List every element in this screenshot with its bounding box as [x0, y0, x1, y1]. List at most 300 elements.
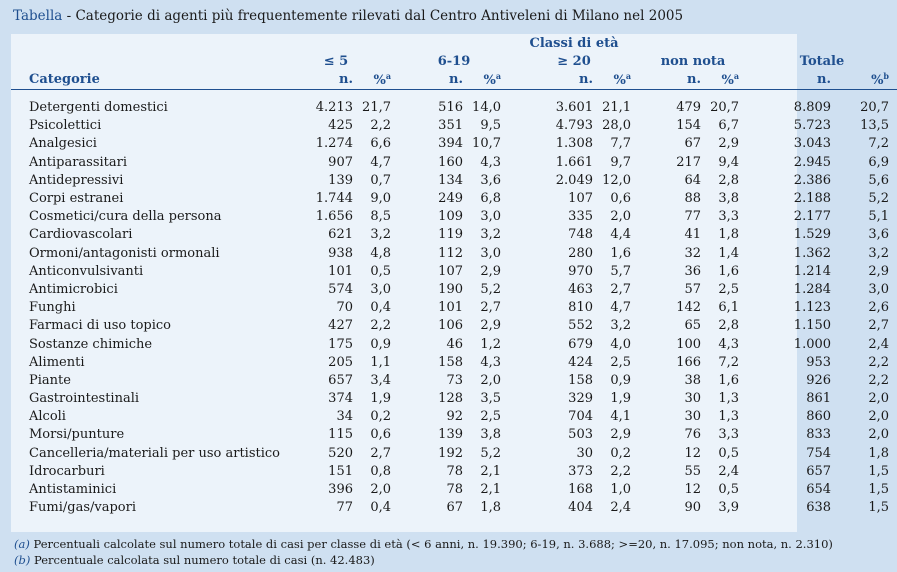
cell-count: 638: [806, 500, 832, 516]
cell-percent: 3,0: [868, 281, 890, 297]
table-row: [11, 354, 897, 372]
cell-percent: 5,1: [868, 209, 890, 225]
row-category: Piante: [29, 372, 71, 388]
col-n: n.: [747, 70, 831, 90]
table-row: [11, 335, 897, 353]
cell-count: 1.661: [555, 154, 593, 170]
cell-count: 32: [684, 245, 702, 261]
cell-percent: 2,2: [370, 118, 391, 134]
cell-count: 404: [568, 500, 593, 516]
cell-percent: 1,8: [480, 500, 501, 516]
cell-count: 704: [568, 409, 593, 425]
cell-percent: 3,8: [718, 191, 740, 207]
cell-percent: 2,5: [718, 281, 740, 297]
cell-percent: 2,1: [480, 463, 501, 479]
cell-percent: 0,2: [370, 409, 391, 425]
cell-count: 394: [438, 136, 463, 152]
cell-count: 249: [438, 191, 463, 207]
table-row: [11, 408, 897, 426]
cell-percent: 3,2: [370, 227, 391, 243]
cell-percent: 5,7: [610, 263, 632, 279]
cell-count: 192: [438, 445, 463, 461]
cell-percent: 1,5: [868, 463, 890, 479]
table-caption: [13, 8, 683, 24]
cell-percent: 1,4: [718, 245, 740, 261]
group-header: Totale: [799, 54, 845, 69]
cell-count: 90: [684, 500, 702, 516]
col-pct: %$^a$: [593, 70, 639, 90]
cell-percent: 21,7: [362, 100, 391, 116]
cell-count: 2.188: [793, 191, 832, 207]
cell-count: 106: [438, 318, 463, 334]
cell-count: 938: [328, 245, 353, 261]
cell-percent: 2,4: [868, 336, 890, 352]
cell-percent: 10,7: [472, 136, 501, 152]
cell-percent: 13,5: [860, 118, 890, 134]
cell-count: 217: [676, 154, 702, 170]
row-category: Sostanze chimiche: [29, 336, 153, 352]
footnote: [14, 552, 833, 568]
footnotes: [14, 536, 833, 568]
cell-percent: 2,8: [718, 318, 740, 334]
cell-percent: 3,0: [480, 209, 501, 225]
col-categorie: Categorie: [11, 70, 273, 90]
cell-count: 190: [438, 281, 463, 297]
cell-count: 516: [438, 100, 463, 116]
row-category: Farmaci di uso topico: [29, 318, 172, 334]
table-row: [11, 463, 897, 481]
cell-count: 70: [336, 300, 353, 316]
cell-percent: 0,5: [718, 445, 740, 461]
table-row: [11, 263, 897, 281]
cell-percent: 6,7: [718, 118, 740, 134]
cell-count: 88: [684, 191, 702, 207]
row-category: Idrocarburi: [29, 463, 105, 479]
cell-count: 107: [568, 191, 593, 207]
cell-percent: 4,3: [480, 354, 501, 370]
cell-count: 65: [684, 318, 702, 334]
cell-count: 427: [328, 318, 353, 334]
row-category: Cosmetici/cura della persona: [29, 209, 222, 225]
row-category: Detergenti domestici: [29, 100, 168, 116]
col-n: n.: [399, 70, 463, 90]
cell-percent: 4,0: [610, 336, 632, 352]
cell-percent: 1,3: [718, 391, 740, 407]
cell-count: 46: [446, 336, 463, 352]
cell-count: 970: [568, 263, 593, 279]
cell-count: 168: [568, 482, 593, 498]
cell-count: 112: [438, 245, 463, 261]
cell-count: 73: [446, 372, 463, 388]
cell-percent: 6,1: [718, 300, 740, 316]
cell-count: 154: [676, 118, 702, 134]
row-category: Corpi estranei: [29, 191, 124, 207]
cell-count: 679: [568, 336, 593, 352]
cell-percent: 2,0: [370, 482, 391, 498]
table-row: [11, 208, 897, 226]
cell-count: 8.809: [793, 100, 832, 116]
cell-percent: 2,0: [480, 372, 501, 388]
cell-percent: 5,2: [868, 191, 890, 207]
cell-count: 101: [328, 263, 353, 279]
cell-percent: 0,6: [610, 191, 632, 207]
cell-count: 2.386: [793, 172, 832, 188]
cell-percent: 3,2: [610, 318, 632, 334]
cell-count: 119: [438, 227, 463, 243]
cell-percent: 8,5: [370, 209, 391, 225]
cell-count: 78: [446, 463, 463, 479]
cell-percent: 7,7: [610, 136, 632, 152]
table-row: [11, 372, 897, 390]
cell-percent: 21,1: [602, 100, 632, 116]
table-row: [11, 226, 897, 244]
cell-percent: 14,0: [472, 100, 501, 116]
cell-count: 78: [446, 482, 463, 498]
cell-percent: 2,9: [480, 318, 501, 334]
cell-percent: 4,8: [370, 245, 391, 261]
cell-percent: 1,5: [868, 500, 890, 516]
cell-percent: 20,7: [710, 100, 740, 116]
cell-count: 373: [568, 463, 593, 479]
cell-percent: 4,3: [718, 336, 740, 352]
cell-percent: 9,5: [480, 118, 501, 134]
footnote-tag: (a): [14, 537, 30, 551]
cell-percent: 2,2: [868, 372, 890, 388]
cell-count: 36: [684, 263, 702, 279]
cell-percent: 2,7: [868, 318, 890, 334]
cell-count: 5.723: [793, 118, 832, 134]
cell-count: 2.049: [555, 172, 593, 188]
row-category: Cardiovascolari: [29, 227, 133, 243]
cell-count: 1.123: [793, 300, 832, 316]
cell-count: 657: [806, 463, 832, 479]
col-pct: %$^b$: [831, 70, 897, 90]
cell-count: 67: [684, 136, 702, 152]
cell-count: 3.043: [793, 136, 832, 152]
cell-count: 30: [684, 391, 702, 407]
cell-percent: 0,6: [370, 427, 391, 443]
footnote: [14, 536, 833, 552]
cell-count: 1.000: [793, 336, 832, 352]
col-n: n.: [509, 70, 593, 90]
cell-percent: 3,6: [480, 172, 501, 188]
cell-count: 12: [684, 482, 702, 498]
row-category: Antistaminici: [29, 482, 117, 498]
row-category: Psicolettici: [29, 118, 102, 134]
cell-percent: 3,4: [370, 372, 391, 388]
cell-percent: 1,6: [610, 245, 632, 261]
cell-percent: 3,3: [718, 209, 740, 225]
cell-count: 657: [328, 372, 353, 388]
table-row: [11, 172, 897, 190]
cell-percent: 2,4: [718, 463, 740, 479]
cell-count: 3.601: [555, 100, 593, 116]
cell-count: 160: [438, 154, 463, 170]
group-header: 6-19: [437, 54, 471, 69]
row-category: Morsi/punture: [29, 427, 125, 443]
caption-lead: Tabella: [13, 8, 63, 24]
cell-percent: 1,6: [718, 372, 740, 388]
cell-percent: 1,2: [480, 336, 501, 352]
table-panel: [11, 34, 890, 532]
cell-percent: 2,0: [868, 391, 890, 407]
group-header: non nota: [660, 54, 726, 69]
cell-percent: 4,7: [610, 300, 632, 316]
cell-count: 4.213: [315, 100, 353, 116]
cell-percent: 2,0: [610, 209, 632, 225]
cell-percent: 2,7: [610, 281, 632, 297]
cell-count: 166: [676, 354, 702, 370]
table-row: [11, 299, 897, 317]
row-category: Alcoli: [29, 409, 66, 425]
row-category: Fumi/gas/vapori: [29, 500, 136, 516]
cell-percent: 2,2: [868, 354, 890, 370]
cell-count: 158: [438, 354, 463, 370]
cell-count: 64: [684, 172, 702, 188]
cell-percent: 3,5: [480, 391, 501, 407]
cell-count: 335: [568, 209, 593, 225]
cell-count: 76: [684, 427, 702, 443]
row-category: Antiparassitari: [29, 154, 128, 170]
cell-percent: 2,2: [610, 463, 632, 479]
footnote-text: Percentuale calcolata sul numero totale di casi (n. 42.483): [30, 553, 375, 567]
cell-count: 77: [336, 500, 353, 516]
cell-count: 41: [684, 227, 702, 243]
cell-percent: 1,0: [610, 482, 632, 498]
group-header: ≤ 5: [323, 54, 349, 69]
cell-percent: 2,9: [718, 136, 740, 152]
table-row: [11, 245, 897, 263]
cell-count: 55: [684, 463, 702, 479]
footnote-text: Percentuali calcolate sul numero totale di casi per classe di età (< 6 anni, n. 19.390; 6-19, n. 3.688; >=20, n. 17.095; non nota, n. 2.310): [29, 537, 833, 551]
cell-percent: 9,4: [718, 154, 740, 170]
cell-percent: 3,0: [370, 281, 391, 297]
cell-count: 128: [438, 391, 463, 407]
table-row: [11, 426, 897, 444]
row-category: Cancelleria/materiali per uso artistico: [29, 445, 280, 461]
cell-count: 4.793: [555, 118, 593, 134]
cell-percent: 1,1: [370, 354, 391, 370]
cell-percent: 1,9: [370, 391, 391, 407]
table-row: [11, 390, 897, 408]
cell-count: 926: [806, 372, 832, 388]
cell-percent: 3,8: [480, 427, 501, 443]
cell-count: 2.945: [793, 154, 832, 170]
cell-count: 139: [438, 427, 463, 443]
cell-count: 861: [806, 391, 832, 407]
cell-count: 30: [576, 445, 593, 461]
cell-count: 574: [328, 281, 353, 297]
cell-percent: 4,1: [610, 409, 632, 425]
row-category: Alimenti: [29, 354, 85, 370]
cell-count: 175: [328, 336, 353, 352]
cell-count: 1.744: [315, 191, 353, 207]
cell-percent: 4,7: [370, 154, 391, 170]
cell-count: 115: [328, 427, 353, 443]
cell-count: 57: [684, 281, 702, 297]
table-row: [11, 499, 897, 517]
row-category: Gastrointestinali: [29, 391, 140, 407]
cell-count: 1.150: [793, 318, 832, 334]
cell-percent: 2,7: [480, 300, 501, 316]
cell-count: 754: [806, 445, 832, 461]
header-super: Classi di età: [529, 36, 619, 51]
cell-percent: 3,0: [480, 245, 501, 261]
cell-percent: 1,8: [718, 227, 740, 243]
cell-percent: 6,8: [480, 191, 501, 207]
cell-count: 833: [806, 427, 832, 443]
cell-percent: 0,9: [370, 336, 391, 352]
row-category: Funghi: [29, 300, 76, 316]
cell-percent: 3,2: [868, 245, 890, 261]
cell-percent: 2,1: [480, 482, 501, 498]
cell-percent: 2,9: [610, 427, 632, 443]
row-category: Antidepressivi: [29, 172, 124, 188]
cell-percent: 2,5: [480, 409, 501, 425]
cell-percent: 4,3: [480, 154, 501, 170]
table-row: [11, 317, 897, 335]
cell-percent: 7,2: [718, 354, 740, 370]
row-category: Analgesici: [29, 136, 97, 152]
table-row: [11, 117, 897, 135]
data-table: [11, 34, 897, 517]
cell-count: 1.308: [555, 136, 593, 152]
footnote-tag: (b): [14, 553, 31, 567]
cell-percent: 9,7: [610, 154, 632, 170]
cell-count: 503: [568, 427, 593, 443]
cell-count: 100: [676, 336, 702, 352]
col-pct: %$^a$: [463, 70, 509, 90]
cell-count: 860: [806, 409, 832, 425]
cell-count: 654: [806, 482, 832, 498]
cell-percent: 12,0: [602, 172, 632, 188]
cell-percent: 0,9: [610, 372, 632, 388]
cell-percent: 3,9: [718, 500, 740, 516]
caption-text: - Categorie di agenti più frequentemente rilevati dal Centro Antiveleni di Milano nel 2005: [62, 8, 684, 24]
cell-percent: 0,8: [370, 463, 391, 479]
cell-count: 30: [684, 409, 702, 425]
cell-count: 396: [328, 482, 353, 498]
table-row: [11, 445, 897, 463]
cell-count: 748: [568, 227, 593, 243]
cell-count: 479: [676, 100, 702, 116]
cell-count: 38: [684, 372, 702, 388]
cell-percent: 0,4: [370, 500, 391, 516]
cell-percent: 6,9: [868, 154, 890, 170]
cell-percent: 2,8: [718, 172, 740, 188]
cell-count: 621: [328, 227, 353, 243]
cell-count: 12: [684, 445, 702, 461]
cell-percent: 2,4: [610, 500, 632, 516]
table-row: [11, 135, 897, 153]
row-category: Antimicrobici: [29, 281, 118, 297]
cell-percent: 1,8: [868, 445, 890, 461]
row-category: Anticonvulsivanti: [29, 263, 144, 279]
cell-count: 1.284: [793, 281, 832, 297]
table-row: [11, 154, 897, 172]
cell-count: 953: [806, 354, 832, 370]
cell-percent: 2,2: [370, 318, 391, 334]
col-pct: %$^a$: [701, 70, 747, 90]
cell-count: 1.214: [793, 263, 832, 279]
cell-percent: 5,2: [480, 445, 501, 461]
cell-count: 142: [676, 300, 702, 316]
col-n: n.: [273, 70, 353, 90]
cell-count: 374: [328, 391, 353, 407]
cell-percent: 4,4: [610, 227, 632, 243]
cell-percent: 1,9: [610, 391, 632, 407]
cell-percent: 6,6: [370, 136, 391, 152]
cell-percent: 0,7: [370, 172, 391, 188]
cell-count: 205: [328, 354, 353, 370]
col-pct: %$^a$: [353, 70, 399, 90]
cell-count: 520: [328, 445, 353, 461]
cell-percent: 2,0: [868, 427, 890, 443]
cell-count: 329: [568, 391, 593, 407]
cell-percent: 0,5: [370, 263, 391, 279]
cell-count: 280: [568, 245, 593, 261]
cell-percent: 28,0: [602, 118, 632, 134]
cell-percent: 2,7: [370, 445, 391, 461]
cell-percent: 5,6: [868, 172, 890, 188]
cell-percent: 1,5: [868, 482, 890, 498]
cell-percent: 9,0: [370, 191, 391, 207]
cell-count: 1.274: [315, 136, 353, 152]
cell-percent: 2,9: [868, 263, 890, 279]
cell-percent: 0,2: [610, 445, 632, 461]
cell-count: 139: [328, 172, 353, 188]
table-row: [11, 481, 897, 499]
cell-count: 907: [328, 154, 353, 170]
cell-count: 424: [568, 354, 593, 370]
group-header: ≥ 20: [557, 54, 591, 69]
table-row: [11, 99, 897, 117]
cell-count: 134: [438, 172, 463, 188]
table-row: [11, 190, 897, 208]
col-n: n.: [639, 70, 701, 90]
table-row: [11, 281, 897, 299]
cell-count: 67: [446, 500, 463, 516]
cell-count: 810: [568, 300, 593, 316]
cell-count: 34: [336, 409, 353, 425]
cell-percent: 5,2: [480, 281, 501, 297]
cell-count: 92: [446, 409, 463, 425]
cell-percent: 0,4: [370, 300, 391, 316]
cell-count: 1.362: [793, 245, 832, 261]
cell-count: 1.529: [793, 227, 832, 243]
cell-count: 2.177: [793, 209, 832, 225]
cell-percent: 3,6: [868, 227, 890, 243]
cell-percent: 2,9: [480, 263, 501, 279]
row-category: Ormoni/antagonisti ormonali: [29, 245, 220, 261]
cell-count: 1.656: [315, 209, 353, 225]
cell-count: 552: [568, 318, 593, 334]
cell-count: 158: [568, 372, 593, 388]
cell-percent: 2,5: [610, 354, 632, 370]
cell-count: 351: [438, 118, 463, 134]
cell-count: 425: [328, 118, 353, 134]
cell-count: 151: [328, 463, 353, 479]
cell-percent: 1,3: [718, 409, 740, 425]
cell-percent: 20,7: [860, 100, 890, 116]
cell-count: 77: [684, 209, 702, 225]
cell-count: 101: [438, 300, 463, 316]
cell-percent: 3,2: [480, 227, 501, 243]
cell-percent: 0,5: [718, 482, 740, 498]
cell-count: 109: [438, 209, 463, 225]
cell-percent: 7,2: [868, 136, 890, 152]
cell-percent: 1,6: [718, 263, 740, 279]
